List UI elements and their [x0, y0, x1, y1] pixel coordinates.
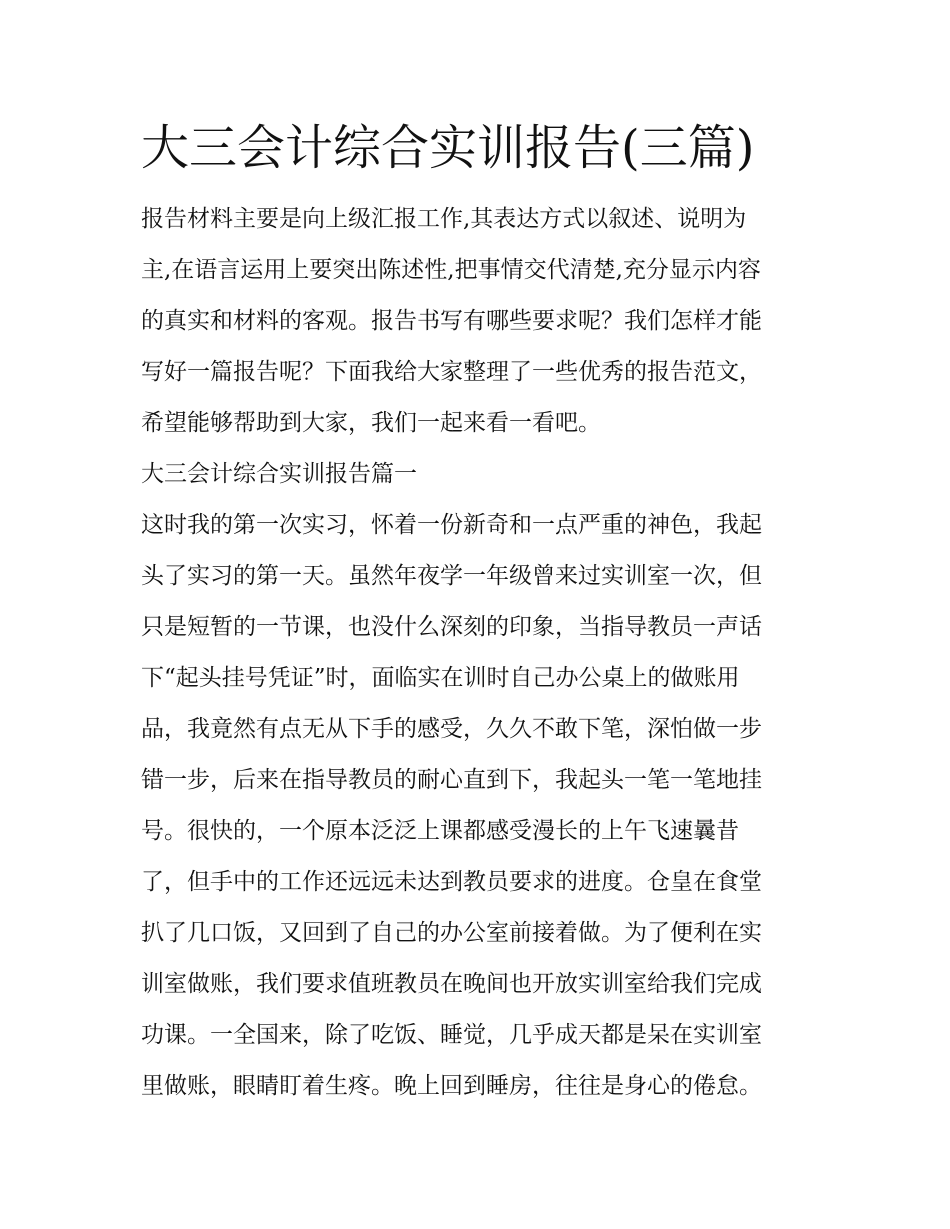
paragraph-line: 下“起头挂号凭证”时，面临实在训时自己办公桌上的做账用: [141, 665, 740, 691]
paragraph-line: 功课。一全国来，除了吃饭、睡觉，几乎成天都是呆在实训室: [141, 1022, 762, 1048]
paragraph-line: 错一步，后来在指导教员的耐心直到下，我起头一笔一笔地挂: [141, 767, 762, 793]
paragraph-line: 头了实习的第一天。虽然年夜学一年级曾来过实训室一次，但: [141, 563, 762, 589]
paragraph-line: 这时我的第一次实习，怀着一份新奇和一点严重的神色，我起: [141, 512, 762, 538]
paragraph-line: 训室做账，我们要求值班教员在晚间也开放实训室给我们完成: [141, 971, 762, 997]
paragraph-line: 了，但手中的工作还远远未达到教员要求的进度。仓皇在食堂: [141, 869, 762, 895]
document-title: 大三会计综合实训报告(三篇): [141, 120, 755, 176]
paragraph-line: 品，我竟然有点无从下手的感受，久久不敢下笔，深怕做一步: [141, 716, 762, 742]
paragraph-line: 扒了几口饭，又回到了自己的办公室前接着做。为了便利在实: [141, 920, 762, 946]
section-heading: 大三会计综合实训报告篇一: [141, 461, 417, 487]
paragraph-line: 号。很快的，一个原本泛泛上课都感受漫长的上午飞速曩昔: [141, 818, 739, 844]
paragraph-line: 希望能够帮助到大家，我们一起来看一看吧。: [141, 410, 601, 436]
paragraph-line: 主,在语言运用上要突出陈述性,把事情交代清楚,充分显示内容: [141, 257, 761, 283]
paragraph-line: 的真实和材料的客观。报告书写有哪些要求呢？我们怎样才能: [141, 308, 762, 334]
paragraph-line: 只是短暂的一节课，也没什么深刻的印象，当指导教员一声话: [141, 614, 762, 640]
paragraph-line: 报告材料主要是向上级汇报工作,其表达方式以叙述、说明为: [141, 206, 747, 232]
paragraph-line: 写好一篇报告呢？下面我给大家整理了一些优秀的报告范文，: [141, 359, 762, 385]
document-content: [141, 112, 813, 1112]
paragraph-line: 里做账，眼睛盯着生疼。晚上回到睡房，往往是身心的倦怠。: [141, 1073, 762, 1099]
